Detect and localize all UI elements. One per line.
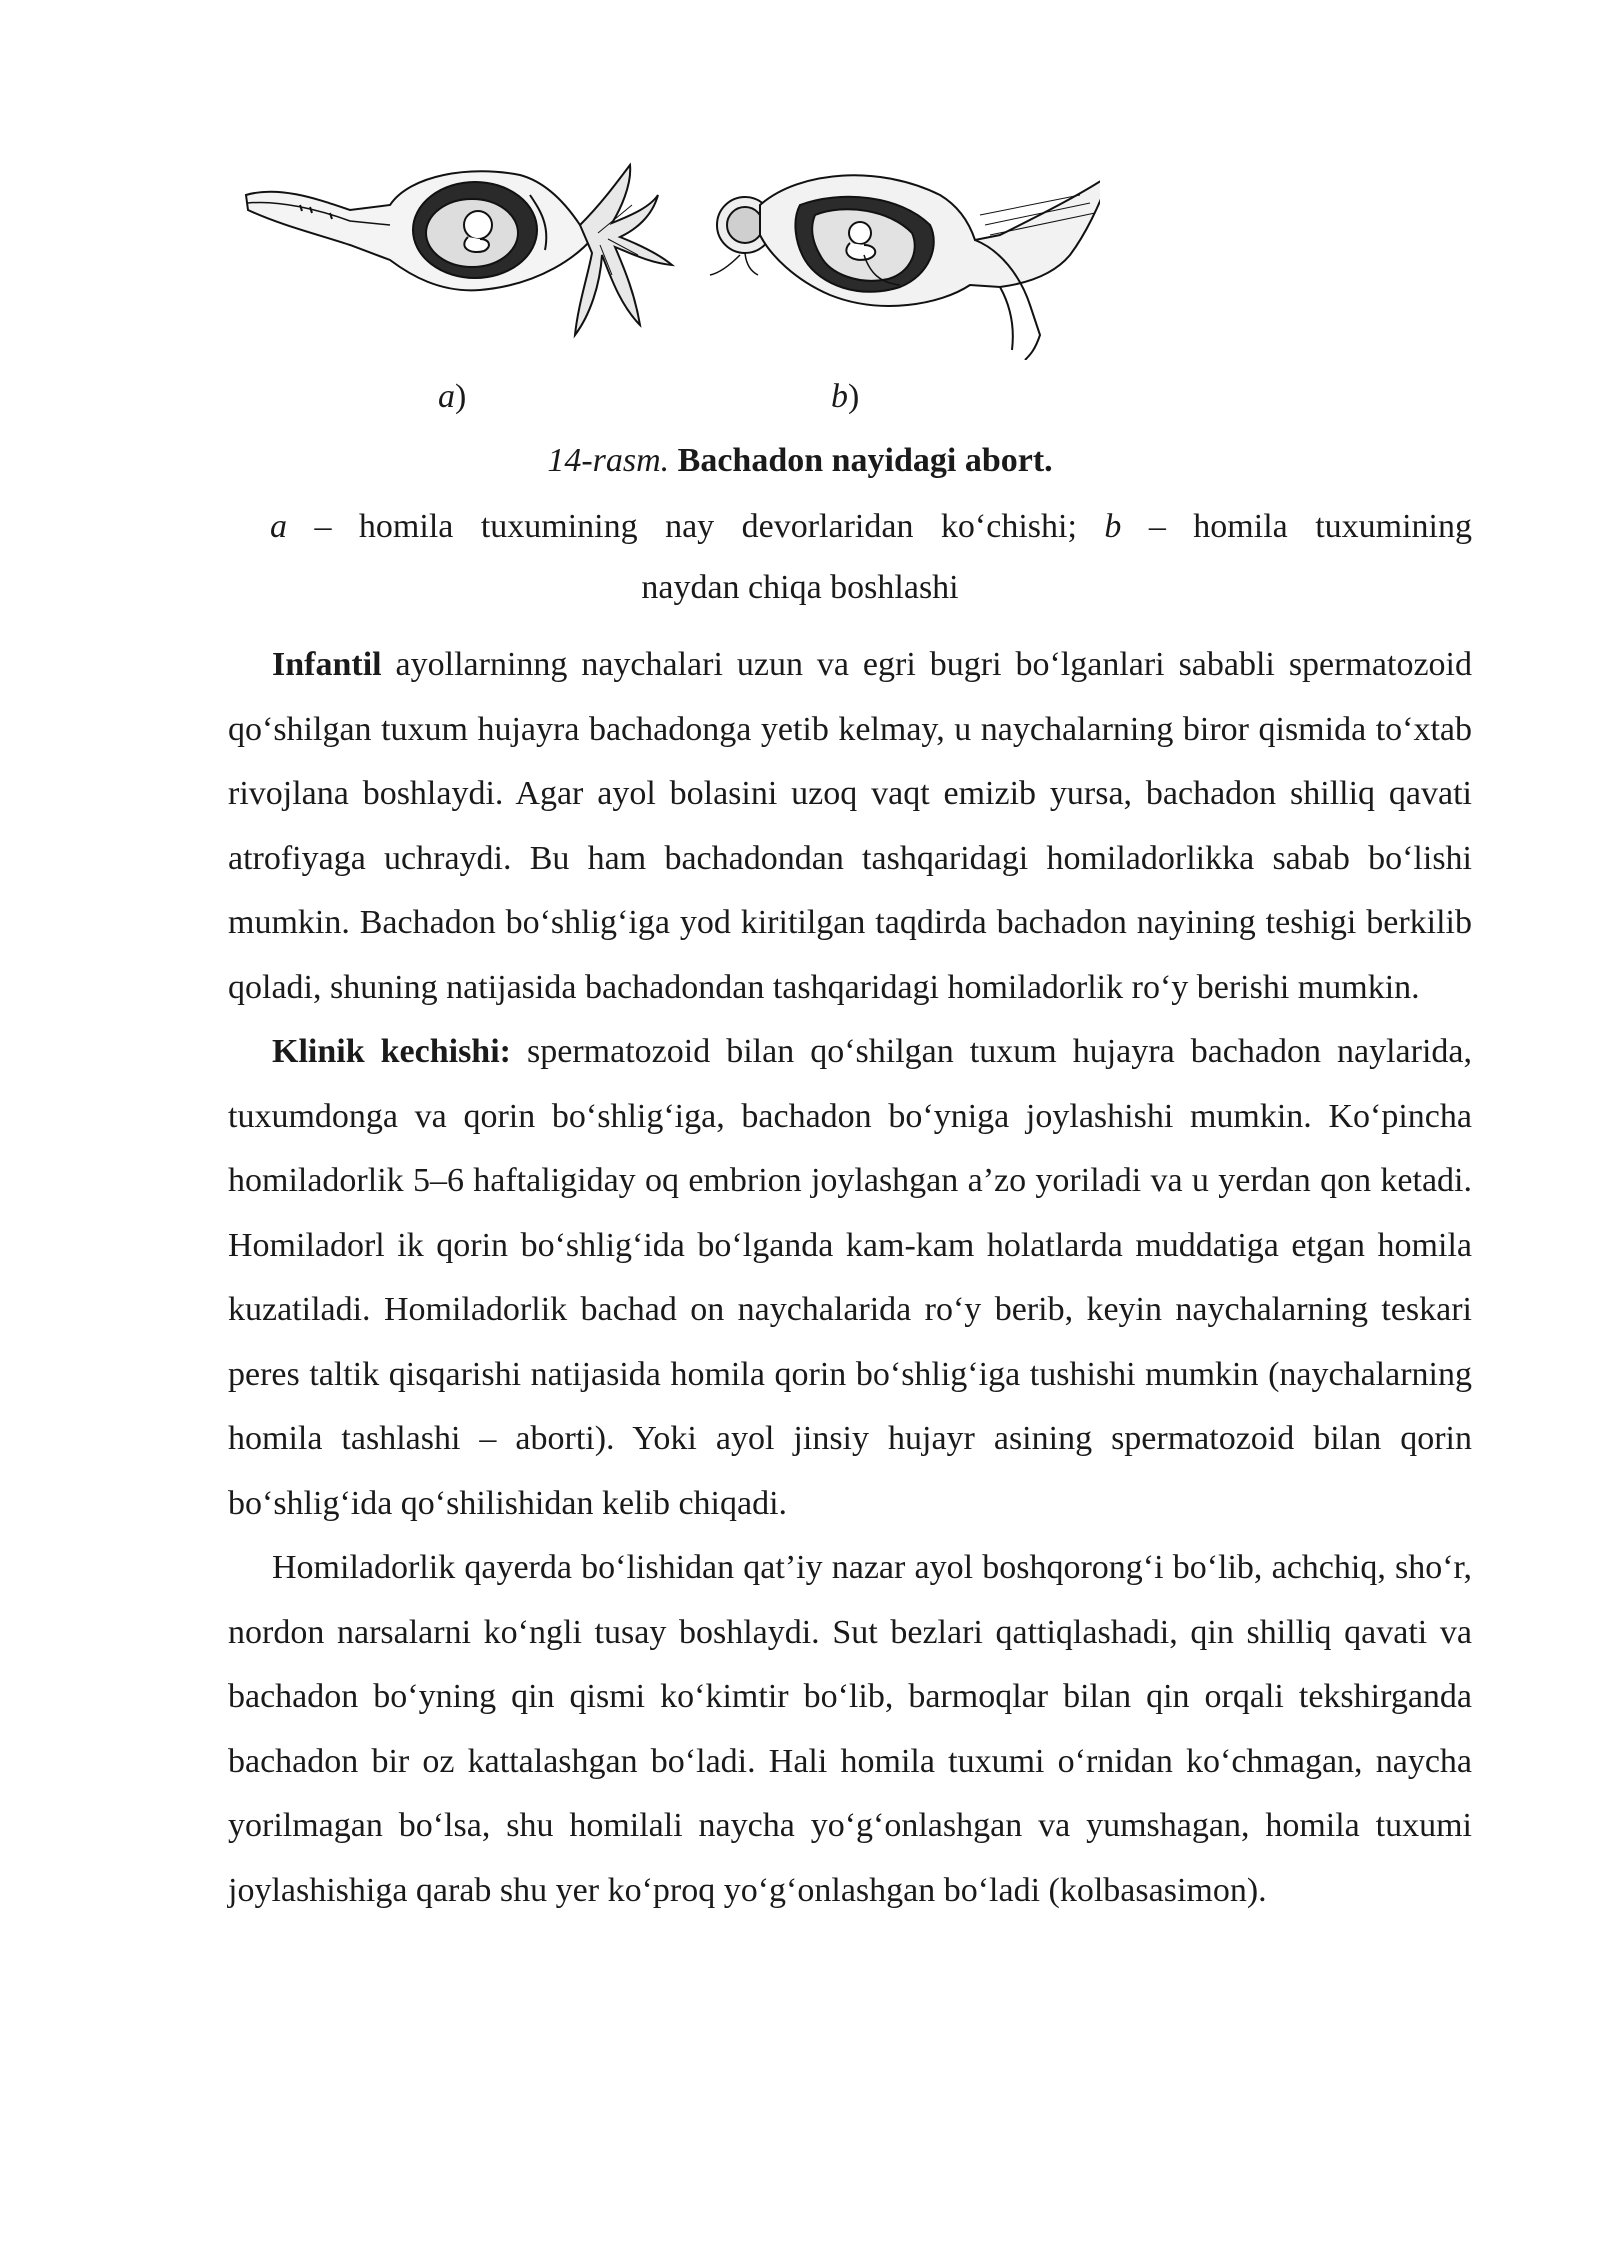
figure-number: 14-rasm. (547, 442, 670, 479)
illustration-a (246, 165, 672, 335)
illustration-b (710, 175, 1100, 360)
figure-caption-description-cont: naydan chiqa boshlashi (641, 569, 959, 606)
paragraph: Infantil ayollarninng naychalari uzun va egri bugri bo‘lganlari sababli spermatozoid qo‘shilgan tuxum hujayra bachadonga yetib kelmay, u naychalarning biror qismida to‘xtab rivojlana boshlaydi. Agar ayol bolasini uzoq vaqt emizib yursa, bachadon shilliq qavati atrofiyaga uchraydi. Bu ham bachadondan tashqaridagi homiladorlikka sabab bo‘lishi mumkin. Bachadon bo‘shlig‘iga yod kiritilgan taqdirda bachadon nayining teshigi berkilib qoladi, shuning natijasida bachadondan tashqaridagi homiladorlik ro‘y berishi mumkin. (228, 646, 1472, 1006)
figure-label-a: a) (438, 378, 467, 415)
body-text (228, 633, 1472, 1923)
paragraph: Homiladorlik qayerda bo‘lishidan qat’iy nazar ayol boshqorong‘i bo‘lib, achchiq, sho‘r, nordon narsalarni ko‘ngli tusay boshlaydi. Sut bezlari qattiqlashadi, qin shilliq qavati va bachadon bo‘yning qin qismi ko‘kimtir bo‘lib, barmoqlar bilan qin orqali tekshirganda bachadon bir oz kattalashgan bo‘ladi. Hali homila tuxumi o‘rnidan ko‘chmagan, naycha yorilmagan bo‘lsa, shu homilali naycha yo‘g‘onlashgan va yumshagan, homila tuxumi joylashishiga qarab shu yer ko‘proq yo‘g‘onlashgan bo‘ladi (kolbasasimon). (228, 1549, 1472, 1909)
figure-caption-description: a – homila tuxumining nay devorlaridan ko‘chishi; b – homila tuxumining (270, 508, 1472, 545)
anatomical-illustration (240, 155, 1100, 360)
figure-title: Bachadon nayidagi abort. (677, 442, 1053, 479)
figure-caption-title (0, 442, 1600, 480)
figure-label-b: b) (831, 378, 860, 415)
paragraph: Klinik kechishi: spermatozoid bilan qo‘shilgan tuxum hujayra bachadon naylarida, tuxumdonga va qorin bo‘shlig‘iga, bachadon bo‘yniga joylashishi mumkin. Ko‘pincha homiladorlik 5–6 haftaligiday oq embrion joylashgan a’zo yoriladi va u yerdan qon ketadi. Homiladorl ik qorin bo‘shlig‘ida bo‘lganda kam-kam holatlarda muddatiga etgan homila kuzatiladi. Homiladorlik bachad on naychalarida ro‘y berib, keyin naychalarning teskari peres taltik qisqarishi natijasida homila qorin bo‘shlig‘iga tushishi mumkin (naychalarning homila tashlashi – aborti). Yoki ayol jinsiy hujayr asining spermatozoid bilan qorin bo‘shlig‘ida qo‘shilishidan kelib chiqadi. (228, 1033, 1472, 1522)
